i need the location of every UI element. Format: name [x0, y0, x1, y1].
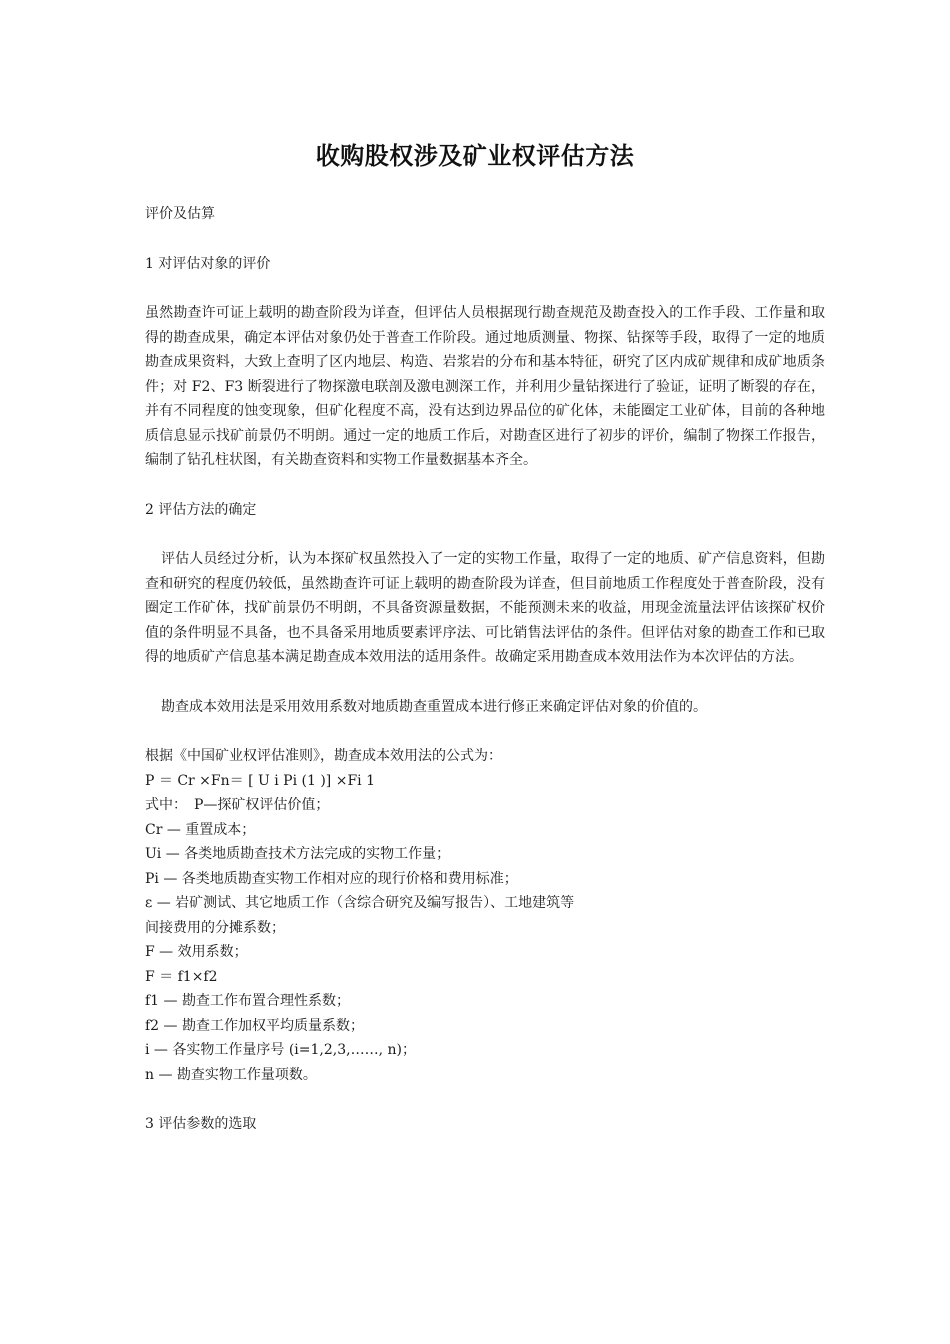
formula-main: P ＝ Cr ×Fn＝ [ U i Pi (1 )] ×Fi 1 [145, 772, 375, 789]
section-2-paragraph-2: 勘查成本效用法是采用效用系数对地质勘查重置成本进行修正来确定评估对象的价值的。 [161, 698, 707, 715]
definition-f1: f1 — 勘查工作布置合理性系数； [145, 993, 350, 1009]
definition-f2: f2 — 勘查工作加权平均质量系数； [145, 1017, 364, 1034]
definition-epsilon-line-2: 间接费用的分摊系数； [145, 919, 285, 936]
section-2-heading: 2 评估方法的确定 [145, 501, 257, 518]
definition-i: i — 各实物工作量序号 (i=1,2,3,……, n)； [145, 1042, 416, 1058]
definition-cr: Cr — 重置成本； [145, 821, 256, 838]
definition-ui: Ui — 各类地质勘查技术方法完成的实物工作量； [145, 846, 451, 862]
heading-evaluation: 评价及估算 [145, 206, 215, 222]
definition-pi: Pi — 各类地质勘查实物工作相对应的现行价格和费用标准； [145, 870, 518, 887]
formula-intro: 根据《中国矿业权评估准则》，勘查成本效用法的公式为： [145, 748, 502, 764]
definition-f-formula: F ＝ f1×f2 [145, 968, 218, 985]
definition-epsilon-line-1: ε — 岩矿测试、其它地质工作（含综合研究及编写报告）、工地建筑等 [145, 895, 575, 911]
section-2-paragraph-1: 评估人员经过分析，认为本探矿权虽然投入了一定的实物工作量，取得了一定的地质、矿产信息资料，但勘查和研究的程度仍较低，虽然勘查许可证上载明的勘查阶段为详查，但目前地质工作程度处于普查阶段，没有圈定工作矿体，找矿前景仍不明朗，不具备资源量数据，不能预测未来的收益，用现金流量法评估该探矿权价值的条件明显不具备，也不具备采用地质要素评序法、可比销售法评估的条件。但评估对象的勘查工作和已取得的地质矿产信息基本满足勘查成本效用法的适用条件。故确定采用勘查成本效用法作为本次评估的方法。 [145, 551, 825, 665]
section-3-heading: 3 评估参数的选取 [145, 1116, 257, 1132]
definition-f: F — 效用系数； [145, 944, 248, 960]
section-1-paragraph: 虽然勘查许可证上载明的勘查阶段为详查，但评估人员根据现行勘查规范及勘查投入的工作手段、工作量和取得的勘查成果，确定本评估对象仍处于普查工作阶段。通过地质测量、物探、钻探等手段，取得了一定的地质勘查成果资料，大致上查明了区内地层、构造、岩浆岩的分布和基本特征，研究了区内成矿规律和成矿地质条件；对 F2、F3 断裂进行了物探激电联剖及激电测深工作，并利用少量钻探进行了验证，证明了断裂的存在，并有不同程度的蚀变现象，但矿化程度不高，没有达到边界品位的矿化体，未能圈定工业矿体，目前的各种地质信息显示找矿前景仍不明朗。通过一定的地质工作后，对勘查区进行了初步的评价，编制了物探工作报告，编制了钻孔柱状图，有关勘查资料和实物工作量数据基本齐全。 [145, 305, 825, 468]
definition-n: n — 勘查实物工作量项数。 [145, 1066, 317, 1083]
formula-where: 式中： P—探矿权评估价值； [145, 797, 330, 813]
document-body [145, 202, 825, 1137]
section-1-heading: 1 对评估对象的评价 [145, 255, 271, 272]
document-title: 收购股权涉及矿业权评估方法 [315, 141, 635, 170]
